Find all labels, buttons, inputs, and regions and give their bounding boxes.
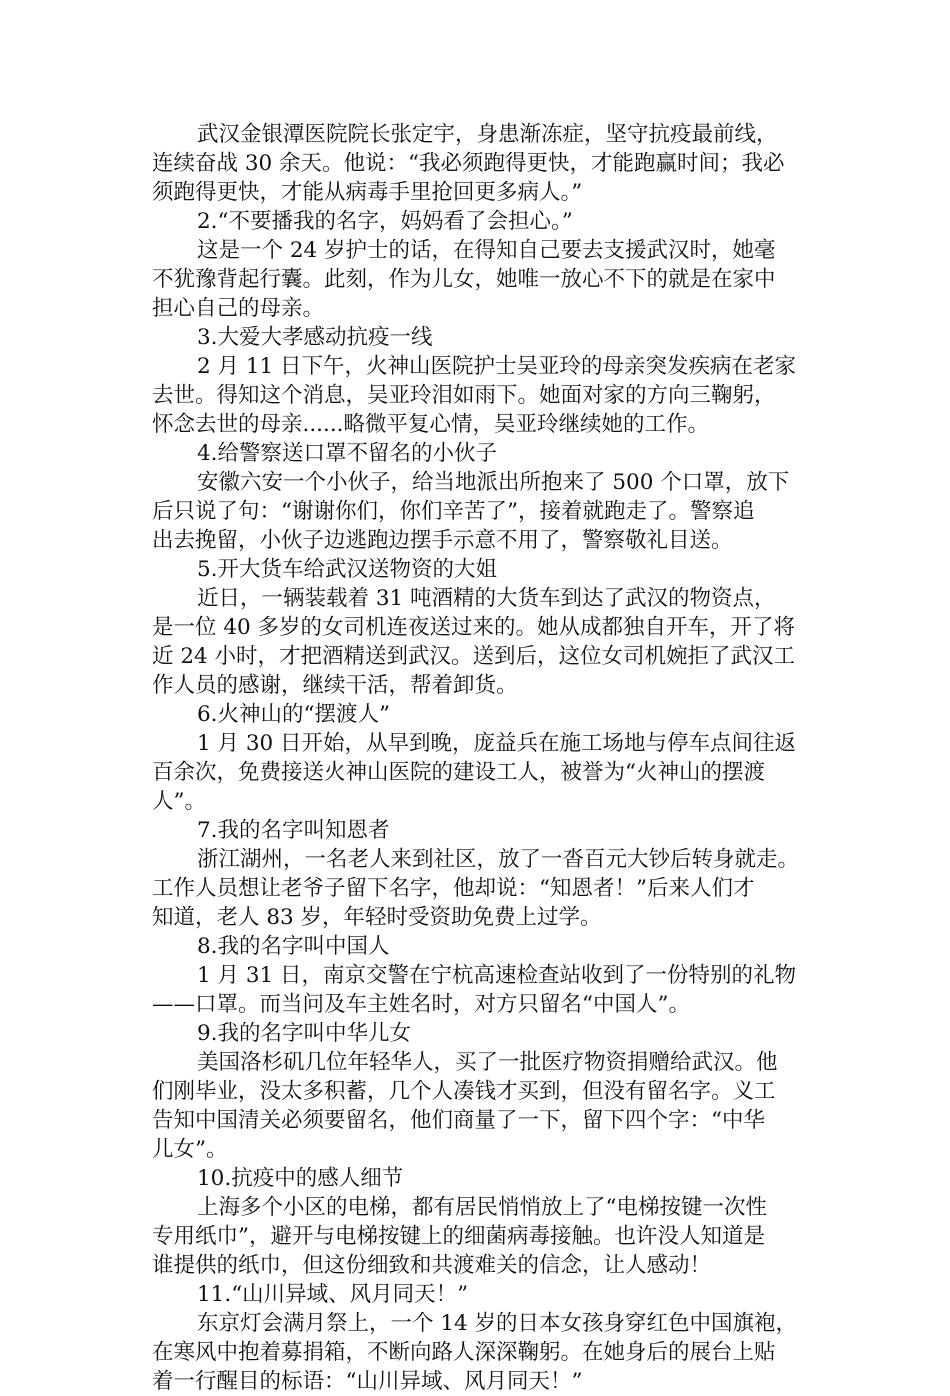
text-line: 不犹豫背起行囊。此刻，作为儿女，她唯一放心不下的就是在家中 (152, 267, 776, 292)
article-body (152, 120, 812, 1396)
text-line: 近日，一辆装载着 31 吨酒精的大货车到达了武汉的物资点， (197, 586, 776, 611)
text-line: 美国洛杉矶几位年轻华人，买了一批医疗物资捐赠给武汉。他 (197, 1050, 778, 1075)
text-line: 们刚毕业，没太多积蓄，几个人凑钱才买到，但没有留名字。义工 (152, 1079, 776, 1104)
text-line: 须跑得更快，才能从病毒手里抢回更多病人。” (152, 180, 583, 205)
text-line: 专用纸巾”，避开与电梯按键上的细菌病毒接触。也许没人知道是 (152, 1224, 765, 1249)
text-line: 着一行醒目的标语：“山川异域、风月同天！” (152, 1369, 583, 1394)
text-line: 担心自己的母亲。 (152, 296, 325, 321)
text-line: 2 月 11 日下午，火神山医院护士吴亚玲的母亲突发疾病在老家 (197, 354, 797, 379)
text-line: 安徽六安一个小伙子，给当地派出所抱来了 500 个口罩，放下 (197, 470, 790, 495)
text-line: 上海多个小区的电梯，都有居民悄悄放上了“电梯按键一次性 (197, 1195, 767, 1220)
text-line: 3.大爱大孝感动抗疫一线 (197, 325, 433, 350)
text-line: 出去挽留，小伙子边逃跑边摆手示意不用了，警察敬礼目送。 (152, 528, 733, 553)
text-line: 东京灯会满月祭上，一个 14 岁的日本女孩身穿红色中国旗袍， (197, 1311, 798, 1336)
text-line: 作人员的感谢，继续干活，帮着卸货。 (152, 673, 518, 698)
text-line: 后只说了句：“谢谢你们，你们辛苦了”，接着就跑走了。警察追 (152, 499, 755, 524)
text-line: 百余次，免费接送火神山医院的建设工人，被誉为“火神山的摆渡 (152, 760, 765, 785)
text-line: 近 24 小时，才把酒精送到武汉。送到后，这位女司机婉拒了武汉工 (152, 644, 796, 669)
text-line: 武汉金银潭医院院长张定宇，身患渐冻症，坚守抗疫最前线， (197, 122, 778, 147)
text-line: 在寒风中抱着募捐箱，不断向路人深深鞠躬。在她身后的展台上贴 (152, 1340, 776, 1365)
text-line: 5.开大货车给武汉送物资的大姐 (197, 557, 498, 582)
text-line: 谁提供的纸巾，但这份细致和共渡难关的信念，让人感动！ (152, 1253, 712, 1278)
text-line: 告知中国清关必须要留名，他们商量了一下，留下四个字：“中华 (152, 1108, 765, 1133)
text-line: 1 月 31 日，南京交警在宁杭高速检查站收到了一份特别的礼物 (197, 963, 797, 988)
text-line: 9.我的名字叫中华儿女 (197, 1021, 412, 1046)
text-line: 人”。 (152, 789, 206, 814)
text-line: 11.“山川异域、风月同天！” (197, 1282, 469, 1307)
text-line: 儿女”。 (152, 1137, 228, 1162)
text-line: 4.给警察送口罩不留名的小伙子 (197, 441, 498, 466)
text-line: 连续奋战 30 余天。他说：“我必须跑得更快，才能跑赢时间；我必 (152, 151, 785, 176)
text-line: 怀念去世的母亲......略微平复心情，吴亚玲继续她的工作。 (152, 412, 710, 437)
text-line: 6.火神山的“摆渡人” (197, 702, 390, 727)
text-line: 这是一个 24 岁护士的话，在得知自己要去支援武汉时，她毫 (197, 238, 776, 263)
text-line: 浙江湖州，一名老人来到社区，放了一沓百元大钞后转身就走。 (197, 847, 800, 872)
text-line: 10.抗疫中的感人细节 (197, 1166, 404, 1191)
text-line: 是一位 40 多岁的女司机连夜送过来的。她从成都独自开车，开了将 (152, 615, 796, 640)
text-line: 7.我的名字叫知恩者 (197, 818, 390, 843)
text-line: 8.我的名字叫中国人 (197, 934, 390, 959)
text-line: 2.“不要播我的名字，妈妈看了会担心。” (197, 209, 573, 234)
text-line: 1 月 30 日开始，从早到晚，庞益兵在施工场地与停车点间往返 (197, 731, 797, 756)
text-line: 工作人员想让老爷子留下名字，他却说：“知恩者！”后来人们才 (152, 876, 755, 901)
text-line: 知道，老人 83 岁，年轻时受资助免费上过学。 (152, 905, 602, 930)
text-line: ——口罩。而当问及车主姓名时，对方只留名“中国人”。 (152, 992, 690, 1017)
text-line: 去世。得知这个消息，吴亚玲泪如雨下。她面对家的方向三鞠躬， (152, 383, 776, 408)
